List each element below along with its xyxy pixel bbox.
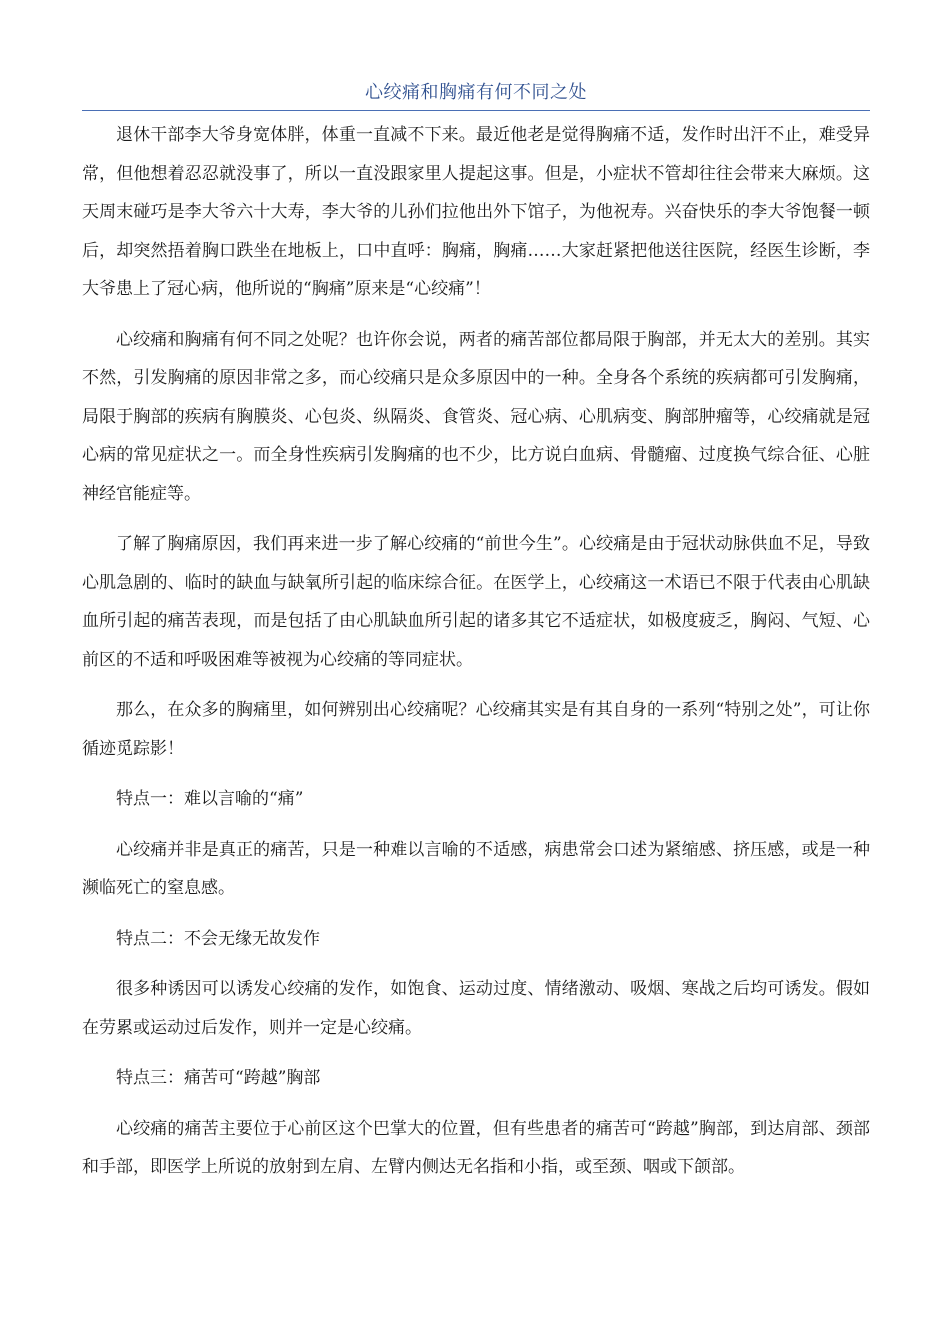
feature-heading-3: 特点三：痛苦可“跨越”胸部 bbox=[116, 1068, 321, 1088]
feature-heading-2: 特点二：不会无缘无故发作 bbox=[116, 928, 320, 949]
feature-heading-1: 特点一：难以言喻的“痛” bbox=[116, 789, 304, 809]
document-title: 心绞痛和胸痛有何不同之处 bbox=[82, 76, 870, 111]
feature-text-2: 很多种诱因可以诱发心绞痛的发作，如饱食、运动过度、情绪激动、吸烟、寒战之后均可诱发。假如在劳累或运动过后发作，则并一定是心绞痛。 bbox=[82, 979, 870, 1038]
paragraph-definition: 了解了胸痛原因，我们再来进一步了解心绞痛的“前世今生”。心绞痛是由于冠状动脉供血不足，导致心肌急剧的、临时的缺血与缺氧所引起的临床综合征。在医学上，心绞痛这一术语已不限于代表由心肌缺血所引起的痛苦表现，而是包括了由心肌缺血所引起的诸多其它不适症状，如极度疲乏，胸闷、气短、心前区的不适和呼吸困难等被视为心绞痛的等同症状。 bbox=[82, 534, 870, 670]
document-page bbox=[82, 76, 870, 1187]
paragraph-difference: 心绞痛和胸痛有何不同之处呢？也许你会说，两者的痛苦部位都局限于胸部，并无太大的差别。其实不然，引发胸痛的原因非常之多，而心绞痛只是众多原因中的一种。全身各个系统的疾病都可引发胸痛，局限于胸部的疾病有胸膜炎、心包炎、纵隔炎、食管炎、冠心病、心肌病变、胸部肿瘤等，心绞痛就是冠心病的常见症状之一。而全身性疾病引发胸痛的也不少，比方说白血病、骨髓瘤、过度换气综合征、心脏神经官能症等。 bbox=[82, 329, 870, 504]
paragraph-intro-story: 退休干部李大爷身宽体胖，体重一直减不下来。最近他老是觉得胸痛不适，发作时出汗不止，难受异常，但他想着忍忍就没事了，所以一直没跟家里人提起这事。但是，小症状不管却往往会带来大麻烦。这天周末碰巧是李大爷六十大寿，李大爷的儿孙们拉他出外下馆子，为他祝寿。兴奋快乐的李大爷饱餐一顿后，却突然捂着胸口跌坐在地板上，口中直呼：胸痛，胸痛……大家赶紧把他送往医院，经医生诊断，李大爷患上了冠心病，他所说的“胸痛”原来是“心绞痛”！ bbox=[82, 125, 870, 299]
paragraph-identify: 那么，在众多的胸痛里，如何辨别出心绞痛呢？心绞痛其实是有其自身的一系列“特别之处”，可让你循迹觅踪影！ bbox=[82, 700, 870, 759]
feature-text-1: 心绞痛并非是真正的痛苦，只是一种难以言喻的不适感，病患常会口述为紧缩感、挤压感，或是一种濒临死亡的窒息感。 bbox=[82, 839, 870, 898]
feature-text-3: 心绞痛的痛苦主要位于心前区这个巴掌大的位置，但有些患者的痛苦可“跨越”胸部，到达肩部、颈部和手部，即医学上所说的放射到左肩、左臂内侧达无名指和小指，或至颈、咽或下颌部。 bbox=[82, 1118, 870, 1177]
